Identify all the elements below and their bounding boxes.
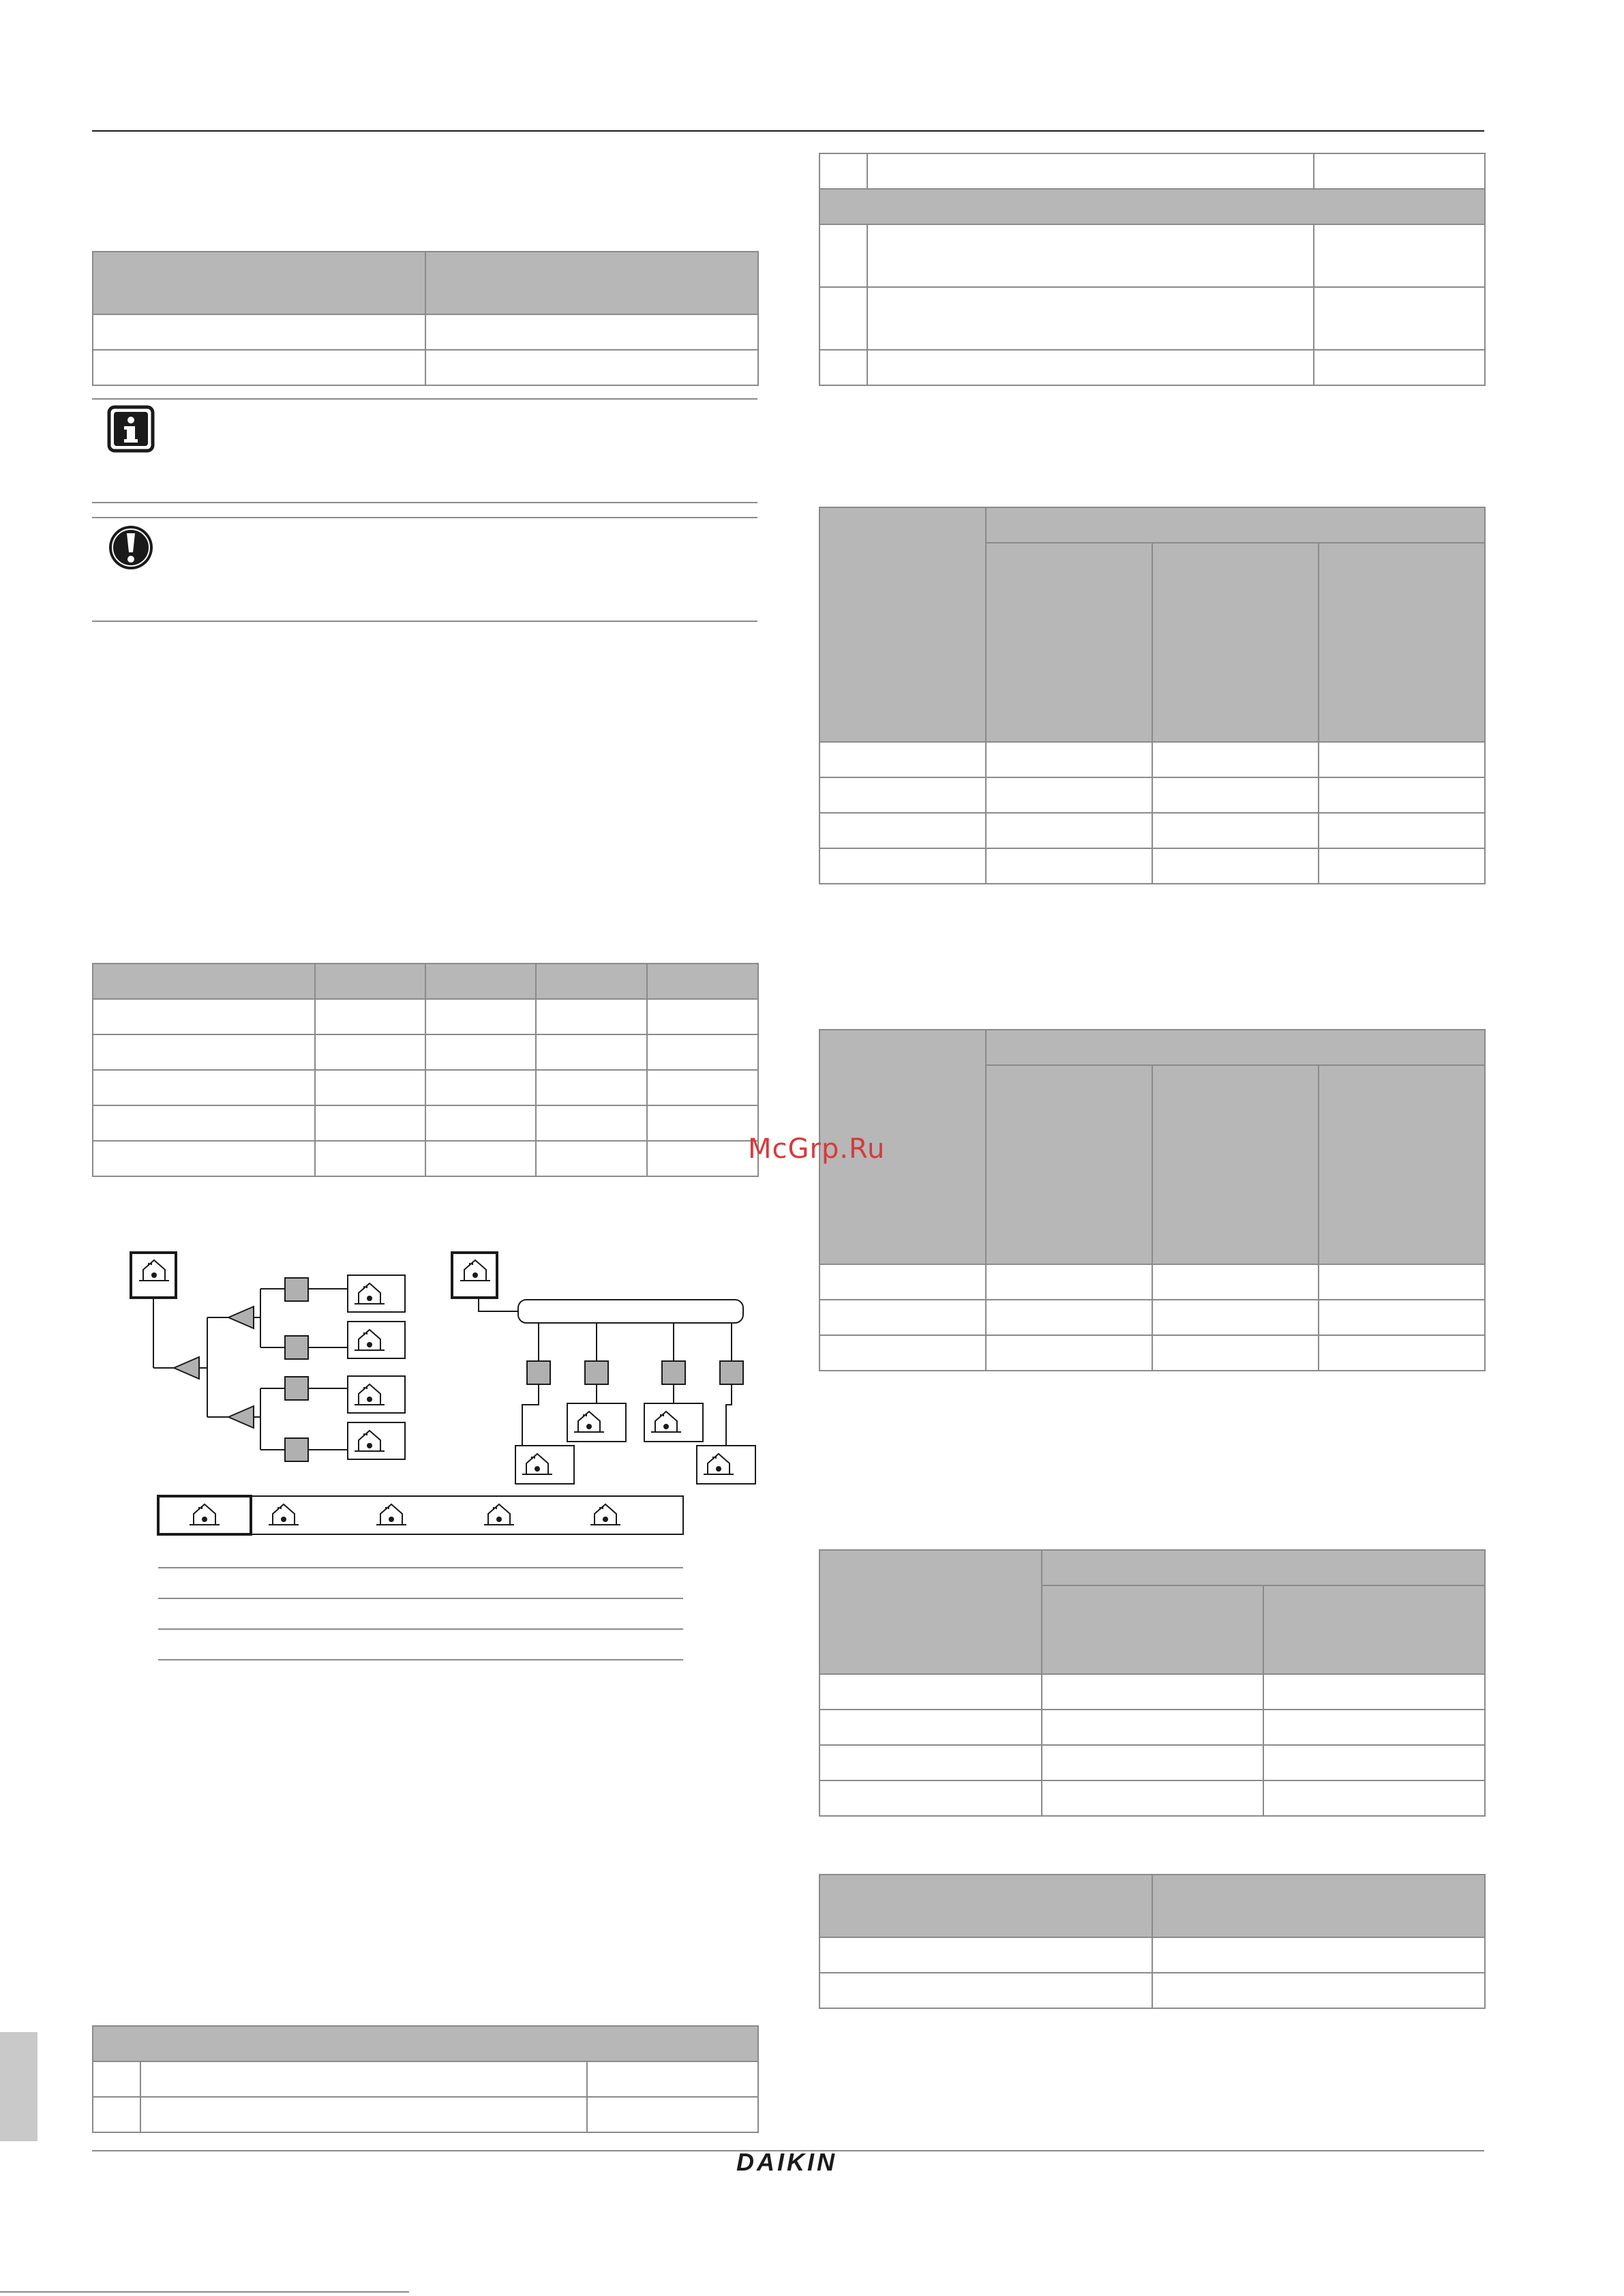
table-row <box>93 350 758 385</box>
table-row <box>819 742 1485 777</box>
bottom-edge-rule <box>0 2291 409 2293</box>
triangle-splitter-icon <box>228 1406 254 1428</box>
table-row <box>93 2061 758 2097</box>
table-right-5 <box>819 1874 1486 2009</box>
table-row <box>819 1264 1485 1300</box>
table-row <box>819 848 1485 884</box>
bus-line <box>518 1300 743 1323</box>
table-row <box>819 287 1485 350</box>
info-icon <box>107 405 155 453</box>
table-row <box>819 1710 1485 1745</box>
square-module-icon <box>527 1361 550 1384</box>
table-row <box>819 224 1485 287</box>
square-module-icon <box>285 1438 308 1461</box>
warning-note <box>92 517 757 621</box>
table-row <box>819 813 1485 848</box>
table-row <box>93 1141 758 1176</box>
table-row <box>819 1674 1485 1710</box>
table-row <box>819 350 1485 385</box>
table-left-2 <box>92 963 759 1177</box>
watermark-text: McGrp.Ru <box>748 1133 886 1165</box>
table-row <box>93 1034 758 1070</box>
table-row <box>93 314 758 350</box>
table-row <box>819 777 1485 813</box>
chapter-side-tab <box>0 2032 37 2141</box>
table-row <box>819 1745 1485 1780</box>
info-note <box>92 398 757 502</box>
table-left-3 <box>92 2025 759 2133</box>
zone-topology-diagram <box>123 1241 770 1541</box>
table-right-2 <box>819 507 1486 884</box>
table-row <box>819 1937 1485 1973</box>
square-module-icon <box>585 1361 608 1384</box>
square-module-icon <box>662 1361 685 1384</box>
square-module-icon <box>285 1336 308 1359</box>
square-module-icon <box>285 1377 308 1400</box>
square-module-icon <box>285 1278 308 1301</box>
table-right-1 <box>819 153 1486 386</box>
table-row <box>93 999 758 1034</box>
table-row <box>819 1973 1485 2008</box>
triangle-splitter-icon <box>174 1357 199 1379</box>
house-legend-strip <box>158 1496 683 1534</box>
table-right-4 <box>819 1549 1486 1817</box>
table-row <box>93 1105 758 1141</box>
table-right-3 <box>819 1029 1486 1371</box>
table-header-cell <box>425 252 758 314</box>
tree-topology <box>131 1253 405 1461</box>
table-row <box>93 1070 758 1105</box>
table-row <box>819 1780 1485 1816</box>
triangle-splitter-icon <box>228 1307 254 1328</box>
table-header-cell <box>93 252 425 314</box>
square-module-icon <box>720 1361 743 1384</box>
table-row <box>819 1335 1485 1371</box>
bus-topology <box>452 1253 755 1484</box>
table-row <box>819 153 1485 189</box>
header-rule <box>92 130 1484 132</box>
daikin-logo: DAIKIN <box>736 2148 837 2176</box>
table-left-1 <box>92 251 759 386</box>
table-row <box>819 1300 1485 1335</box>
table-row <box>93 2097 758 2132</box>
exclamation-icon <box>107 524 155 571</box>
